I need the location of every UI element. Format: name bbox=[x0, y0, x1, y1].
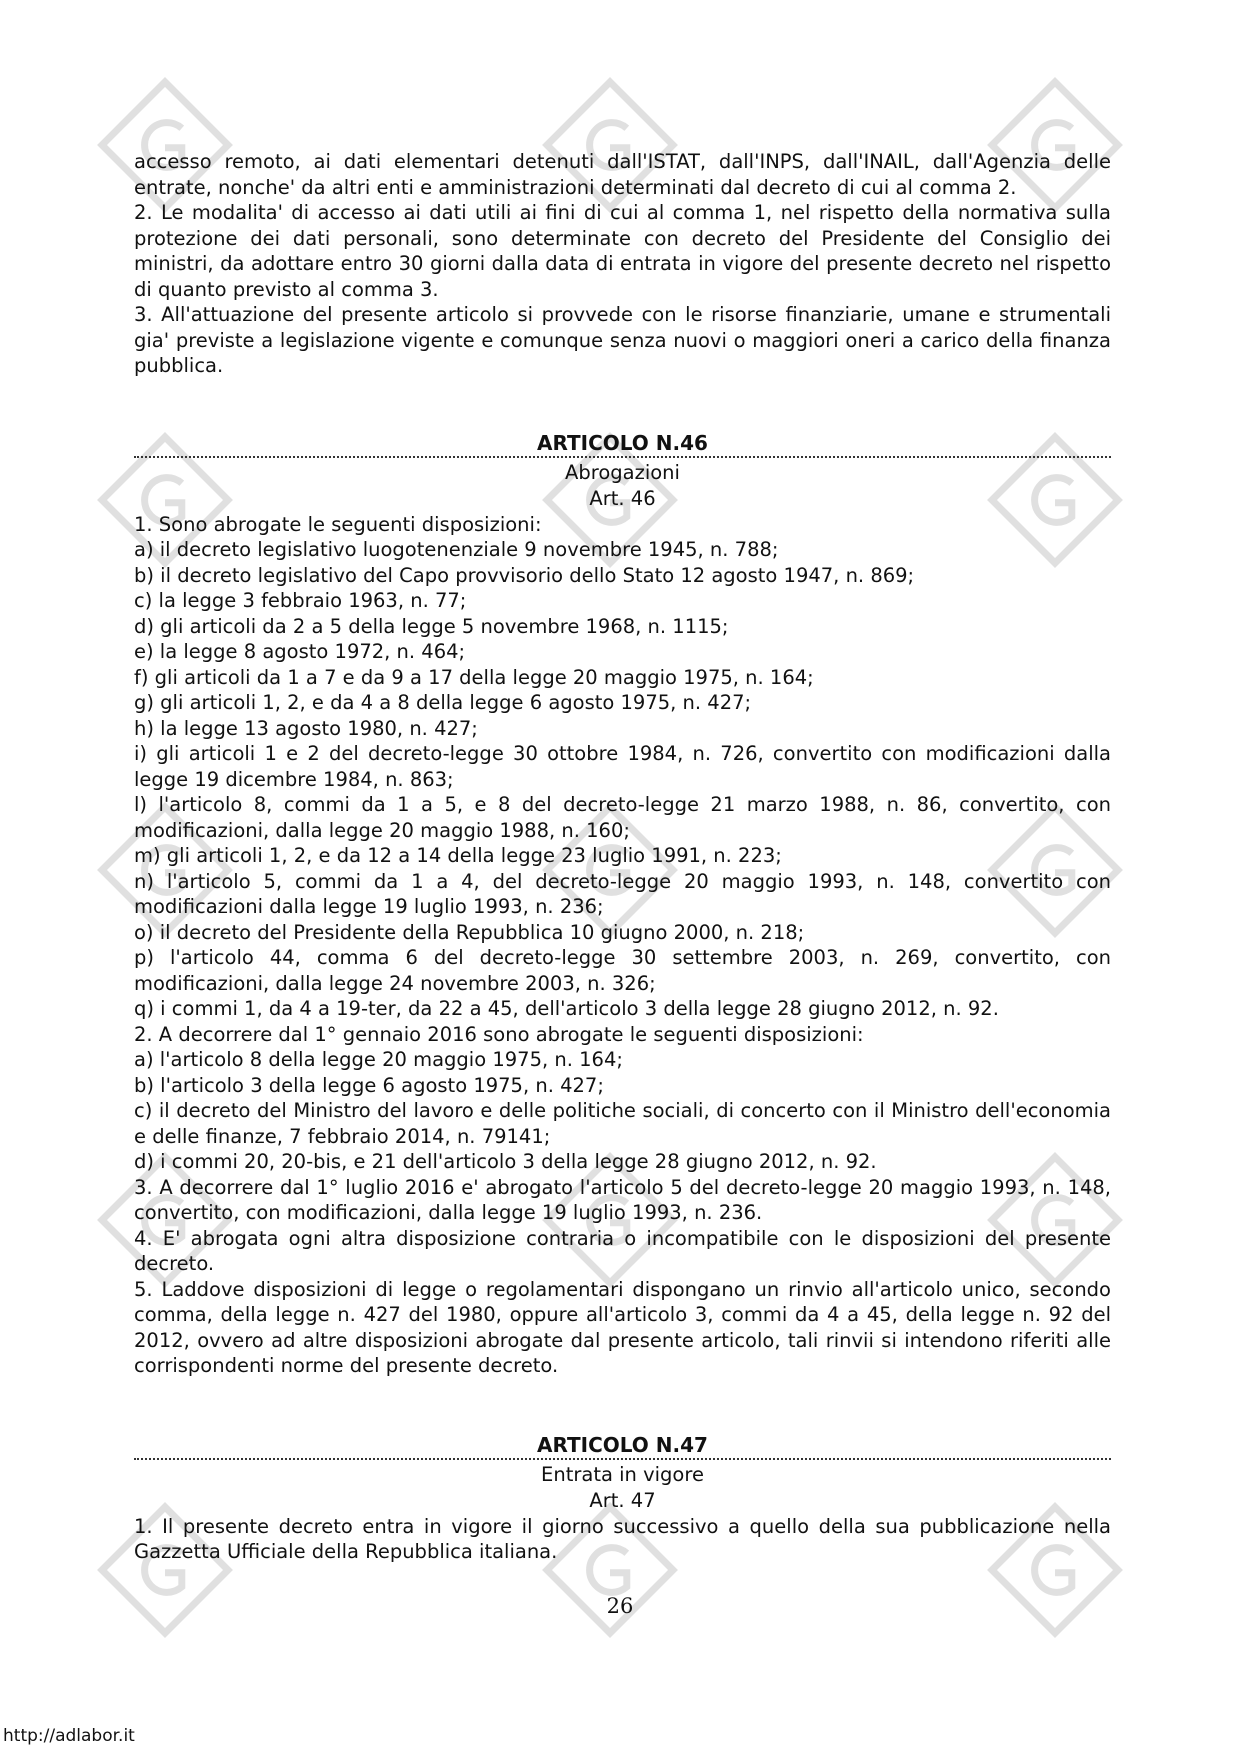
article-line: h) la legge 13 agosto 1980, n. 427; bbox=[134, 716, 478, 740]
article-line: l) l'articolo 8, commi da 1 a 5, e 8 del decreto-legge 21 marzo 1988, n. 86, convertito, con modificazioni, dalla legge 20 maggio 1988, n. 160; bbox=[134, 793, 1111, 842]
page-number: 26 bbox=[606, 1594, 634, 1618]
paragraph: 2. Le modalita' di accesso ai dati utili ai fini di cui al comma 1, nel rispetto della normativa sulla protezione dei dati personali, sono determinate con decreto del Presidente del Consiglio dei ministri, da adottare entro 30 giorni dalla data di entrata in vigore del presente decreto nel rispetto di quanto previsto al comma 3. bbox=[134, 201, 1111, 301]
paragraph: 3. All'attuazione del presente articolo si provvede con le risorse finanziarie, umane e strumentali gia' previste a legislazione vigente e comunque senza nuovi o maggiori oneri a carico della finanza pubblica. bbox=[134, 303, 1111, 377]
article-47-heading: ARTICOLO N.47 bbox=[134, 1433, 1111, 1460]
article-line: 5. Laddove disposizioni di legge o regolamentari dispongano un rinvio all'articolo unico, secondo comma, della legge n. 427 del 1980, oppure all'articolo 3, commi da 4 a 45, della legge n. 92 del 2012, ovvero ad altre disposizioni abrogate dal presente articolo, tali rinvii si intendono riferiti alle corrispondenti norme del presente decreto. bbox=[134, 1277, 1111, 1377]
article-line: 2. A decorrere dal 1° gennaio 2016 sono abrogate le seguenti disposizioni: bbox=[134, 1022, 864, 1046]
article-47-number: Art. 47 bbox=[589, 1489, 656, 1512]
article-line: 4. E' abrogata ogni altra disposizione contraria o incompatibile con le disposizioni del presente decreto. bbox=[134, 1226, 1111, 1275]
article-line: n) l'articolo 5, commi da 1 a 4, del decreto-legge 20 maggio 1993, n. 148, convertito con modificazioni dalla legge 19 luglio 1993, n. 236; bbox=[134, 869, 1111, 918]
article-line: e) la legge 8 agosto 1972, n. 464; bbox=[134, 640, 466, 663]
article-46-number: Art. 46 bbox=[589, 487, 656, 510]
article-46-heading: ARTICOLO N.46 bbox=[134, 431, 1111, 458]
document-body bbox=[134, 149, 1111, 1565]
article-line: a) il decreto legislativo luogotenenziale 9 novembre 1945, n. 788; bbox=[134, 538, 779, 561]
article-line: b) l'articolo 3 della legge 6 agosto 1975, n. 427; bbox=[134, 1073, 604, 1097]
article-line: p) l'articolo 44, comma 6 del decreto-legge 30 settembre 2003, n. 269, convertito, con modificazioni, dalla legge 24 novembre 2003, n. 326; bbox=[134, 946, 1111, 995]
article-line: 1. Sono abrogate le seguenti disposizioni: bbox=[134, 512, 542, 536]
article-line: b) il decreto legislativo del Capo provvisorio dello Stato 12 agosto 1947, n. 869; bbox=[134, 563, 915, 587]
article-line: g) gli articoli 1, 2, e da 4 a 8 della legge 6 agosto 1975, n. 427; bbox=[134, 691, 752, 714]
article-line: 1. Il presente decreto entra in vigore il giorno successivo a quello della sua pubblicazione nella Gazzetta Ufficiale della Repubblica italiana. bbox=[134, 1514, 1111, 1563]
article-line: i) gli articoli 1 e 2 del decreto-legge 30 ottobre 1984, n. 726, convertito con modificazioni dalla legge 19 dicembre 1984, n. 863; bbox=[134, 742, 1111, 791]
article-line: m) gli articoli 1, 2, e da 12 a 14 della legge 23 luglio 1991, n. 223; bbox=[134, 844, 782, 867]
article-line: a) l'articolo 8 della legge 20 maggio 1975, n. 164; bbox=[134, 1048, 623, 1071]
paragraph: accesso remoto, ai dati elementari detenuti dall'ISTAT, dall'INPS, dall'INAIL, dall'Agenzia delle entrate, nonche' da altri enti e amministrazioni determinati dal decreto di cui al comma 2. bbox=[134, 150, 1111, 199]
article-line: d) i commi 20, 20-bis, e 21 dell'articolo 3 della legge 28 giugno 2012, n. 92. bbox=[134, 1150, 877, 1173]
article-line: q) i commi 1, da 4 a 19-ter, da 22 a 45, dell'articolo 3 della legge 28 giugno 2012, n. 92. bbox=[134, 997, 999, 1020]
article-line: o) il decreto del Presidente della Repubblica 10 giugno 2000, n. 218; bbox=[134, 920, 805, 944]
article-line: 3. A decorrere dal 1° luglio 2016 e' abrogato l'articolo 5 del decreto-legge 20 maggio 1993, n. 148, convertito, con modificazioni, dalla legge 19 luglio 1993, n. 236. bbox=[134, 1175, 1111, 1224]
article-47-subtitle: Entrata in vigore bbox=[541, 1462, 704, 1486]
article-line: f) gli articoli da 1 a 7 e da 9 a 17 della legge 20 maggio 1975, n. 164; bbox=[134, 665, 814, 689]
footer-url-link[interactable]: http://adlabor.it bbox=[3, 1726, 135, 1746]
article-46-subtitle: Abrogazioni bbox=[565, 460, 680, 484]
article-line: c) il decreto del Ministro del lavoro e delle politiche sociali, di concerto con il Ministro dell'economia e delle finanze, 7 febbraio 2014, n. 79141; bbox=[134, 1099, 1111, 1148]
article-line: c) la legge 3 febbraio 1963, n. 77; bbox=[134, 589, 467, 612]
article-line: d) gli articoli da 2 a 5 della legge 5 novembre 1968, n. 1115; bbox=[134, 614, 729, 638]
